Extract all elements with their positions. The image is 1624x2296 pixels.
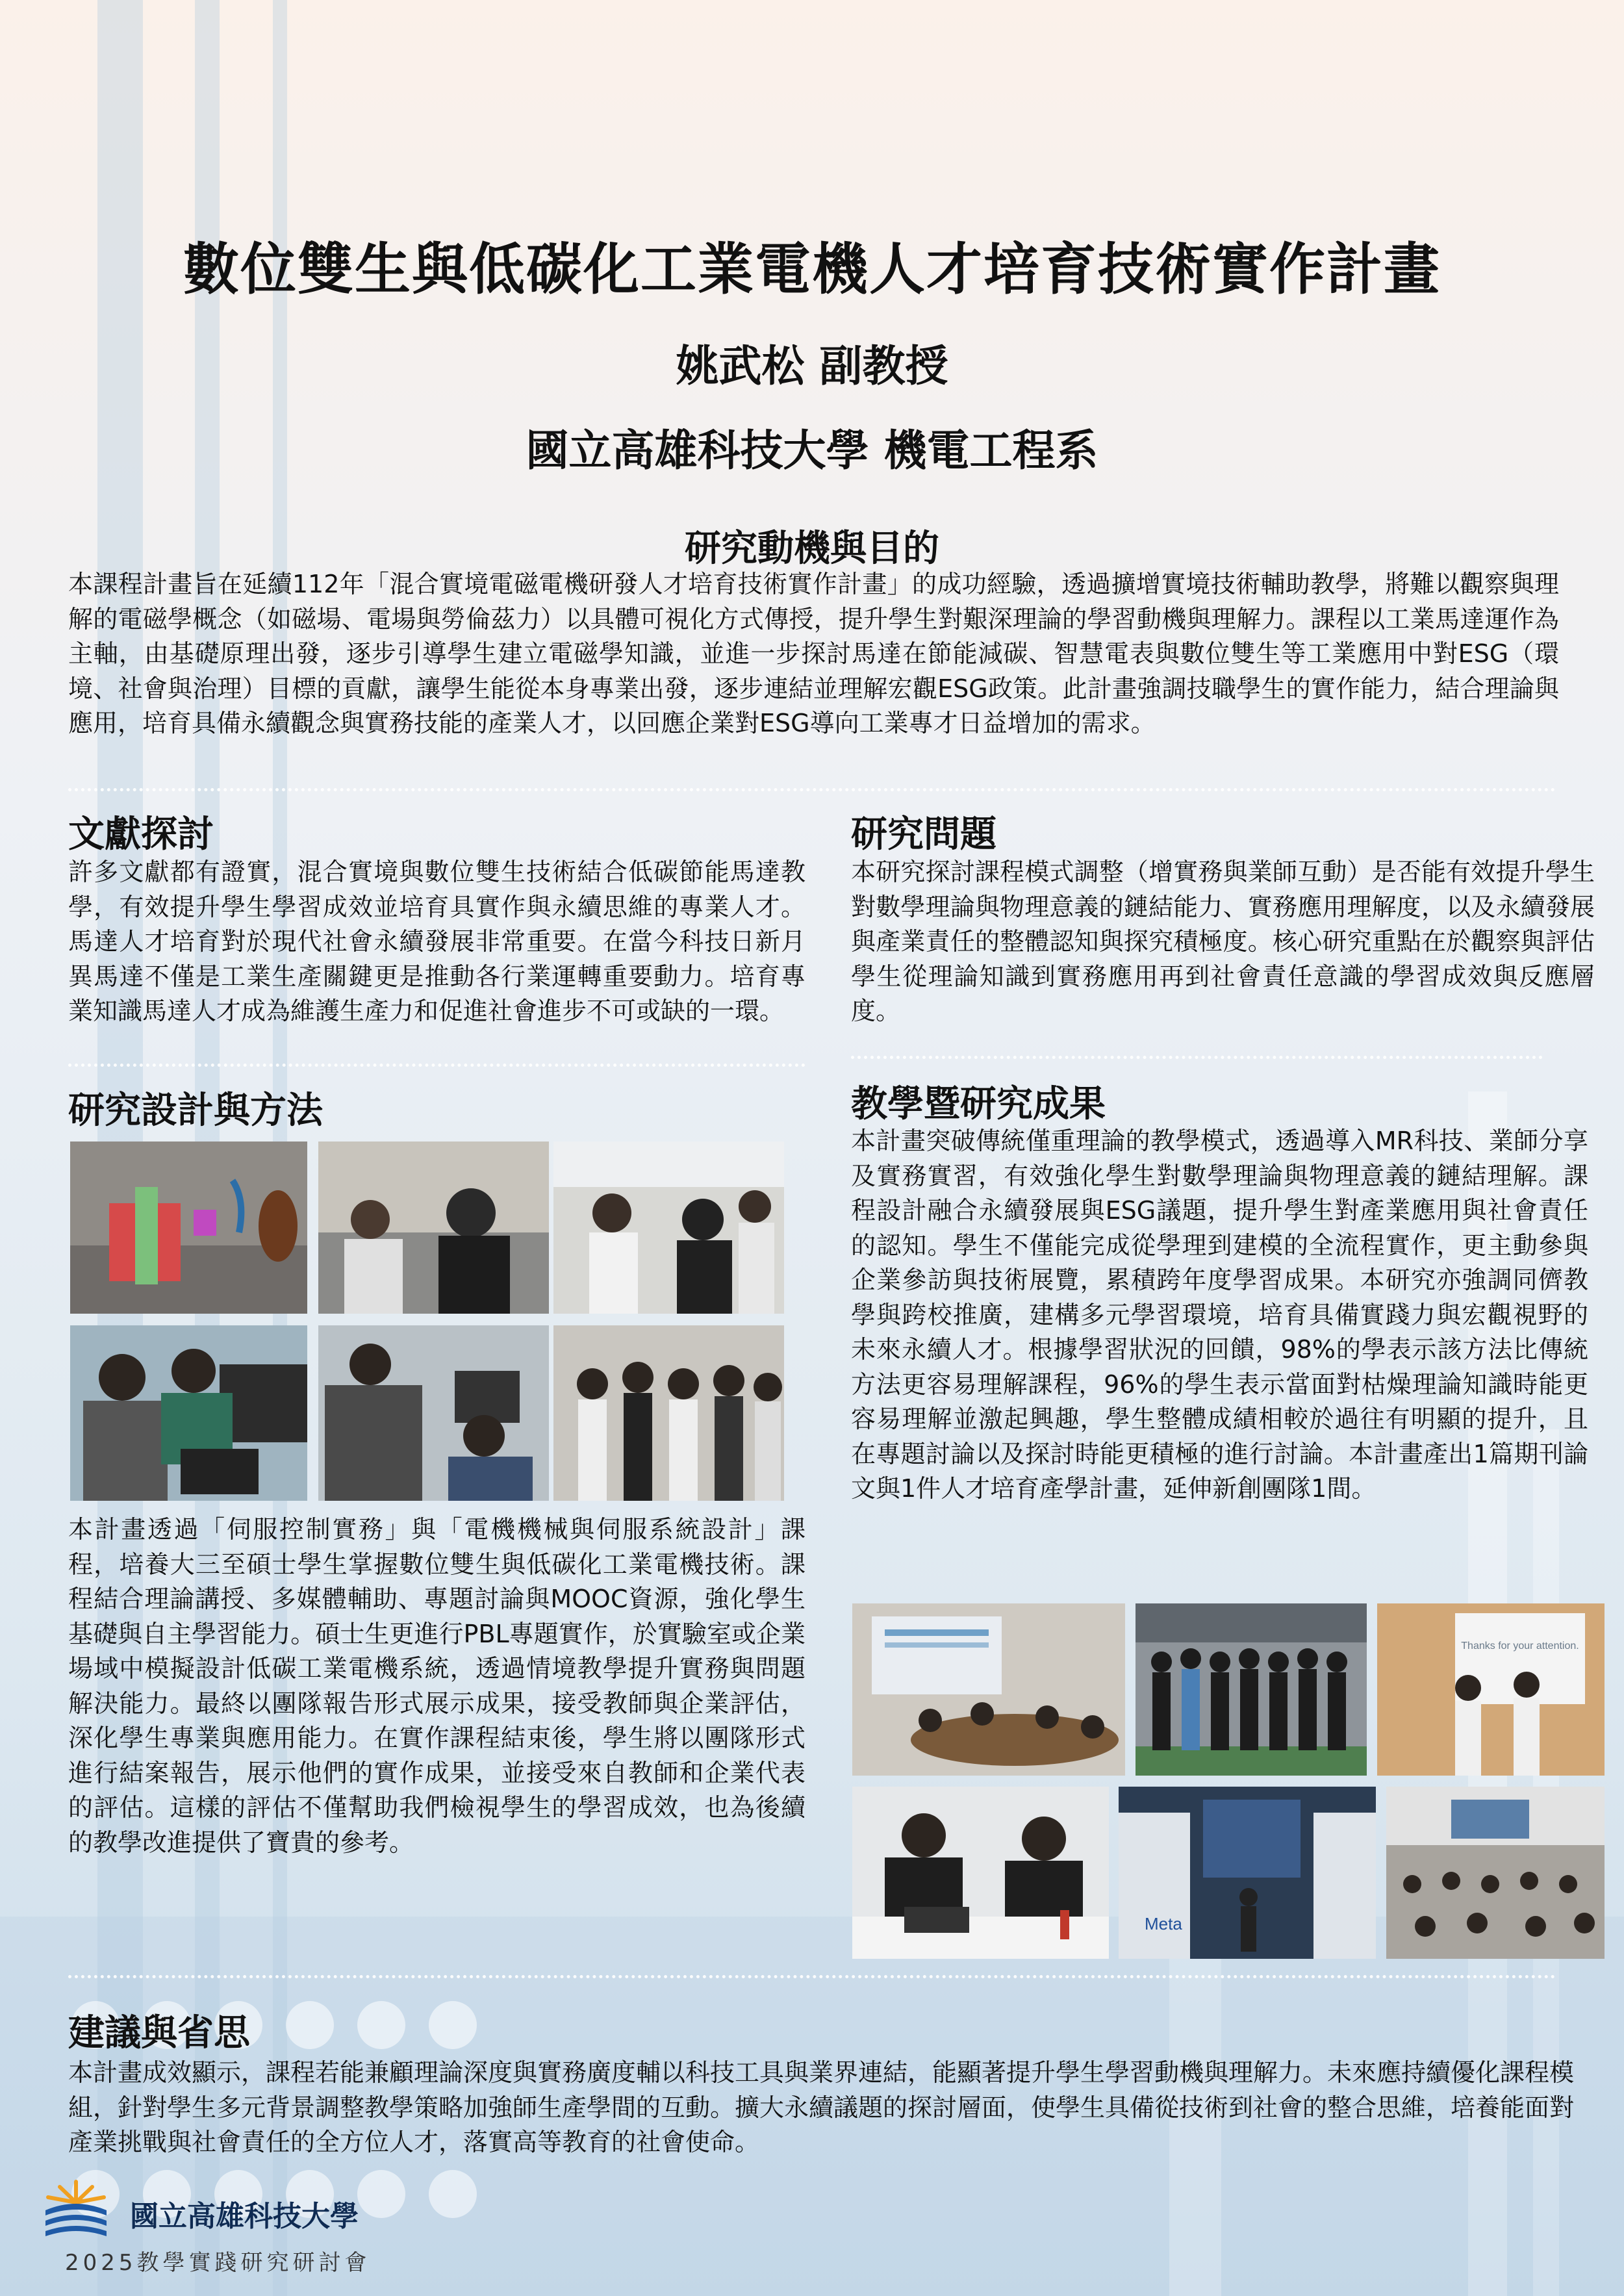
section-body-advice: 本計畫成效顯示，課程若能兼顧理論深度與實務廣度輔以科技工具與業界連結，能顯著提升學生學習動機與理解力。未來應持續優化課程模組，針對學生多元背景調整教學策略加強師生產學間的互動。擴大永續議題的探討層面，使學生具備從技術到社會的整合思維，培養能面對產業挑戰與社會責任的全方位人才，落實高等教育的社會使命。 xyxy=(68,2058,1575,2156)
group-lab-visit-photo xyxy=(553,1325,784,1501)
section-title-question: 研究問題 xyxy=(851,813,996,856)
page-title: 數位雙生與低碳化工業電機人才培育技術實作計畫 xyxy=(183,237,1441,302)
footer-conference-name: 2025教學實踐研究研討會 xyxy=(65,2250,371,2276)
university-logo-icon xyxy=(40,2178,112,2240)
group-photo-factory xyxy=(1136,1603,1367,1776)
slide-text: Thanks for your attention. xyxy=(1461,1640,1579,1652)
decor-dot xyxy=(357,2001,405,2049)
section-divider xyxy=(68,1975,1556,1978)
decor-dot xyxy=(357,2170,405,2218)
meta-stage-photo xyxy=(1119,1787,1376,1959)
author-name: 姚武松 副教授 xyxy=(676,341,948,391)
section-title-literature: 文獻探討 xyxy=(68,813,214,856)
seminar-room-photo xyxy=(852,1603,1125,1776)
award-presentation-photo xyxy=(1377,1603,1605,1776)
decor-dot xyxy=(286,2001,334,2049)
section-divider xyxy=(68,1064,806,1067)
footer-university-name: 國立高雄科技大學 xyxy=(130,2200,359,2233)
students-laptop-photo xyxy=(70,1325,307,1501)
decor-dot xyxy=(429,2170,477,2218)
section-title-motivation: 研究動機與目的 xyxy=(685,528,939,570)
section-body-literature: 許多文獻都有證實，混合實境與數位雙生技術結合低碳節能馬達教學，有效提升學生學習成效並培育具實作與永續思維的專業人才。馬達人才培育對於現代社會永續發展非常重要。在當今科技日新月異馬達不僅是工業生產關鍵更是推動各行業運轉重要動力。培育專業知識馬達人才成為維護生產力和促進社會進步不可或缺的一環。 xyxy=(68,858,806,1025)
section-title-design: 研究設計與方法 xyxy=(68,1090,323,1132)
decor-dot xyxy=(429,2001,477,2049)
section-body-design: 本計畫透過「伺服控制實務」與「電機機械與伺服系統設計」課程，培養大三至碩士學生掌握數位雙生與低碳化工業電機技術。課程結合理論講授、多媒體輔助、專題討論與MOOC資源，強化學生基礎與自主學習能力。碩士生更進行PBL專題實作，於實驗室或企業場域中模擬設計低碳工業電機系統，透過情境教學提升實務與問題解決能力。最終以團隊報告形式展示成果，接受教師與企業評估，深化學生專業與應用能力。在實作課程結束後，學生將以團隊形式進行結案報告，展示他們的實作成果，並接受來自教師和企業代表的評估。這樣的評估不僅幫助我們檢視學生的學習成效，也為後續的教學改進提供了寶貴的參考。 xyxy=(68,1515,806,1857)
meta-logo-text: Meta xyxy=(1145,1914,1182,1933)
section-divider xyxy=(68,788,1556,791)
section-body-results: 本計畫突破傳統僅重理論的教學模式，透過導入MR科技、業師分享及實務實習，有效強化學生對數學理論與物理意義的鏈結理解。課程設計融合永續發展與ESG議題，提升學生對產業應用與社會責任的認知。學生不僅能完成從學理到建模的全流程實作，更主動參與企業參訪與技術展覽，累積跨年度學習成果。本研究亦強調同儕教學與跨校推廣，建構多元學習環境，培育具備實踐力與宏觀視野的未來永續人才。根據學習狀況的回饋，98%的學表示該方法比傳統方法更容易理解課程，96%的學生表示當面對枯燥理論知識時能更容易理解並激起興趣，學生整體成績相較於過往有明顯的提升，且在專題討論以及探討時能更積極的進行討論。本計畫產出1篇期刊論文與1件人才培育產學計畫，延伸新創團隊1間。 xyxy=(851,1127,1588,1503)
section-body-motivation: 本課程計畫旨在延續112年「混合實境電磁電機研發人才培育技術實作計畫」的成功經驗，透過擴增實境技術輔助教學，將難以觀察與理解的電磁學概念（如磁場、電場與勞倫茲力）以具體可視化方式傳授，提升學生對艱深理論的學習動機與理解力。課程以工業馬達運作為主軸，由基礎原理出發，逐步引導學生建立電磁學知識，並進一步探討馬達在節能減碳、智慧電表與數位雙生等工業應用中對ESG（環境、社會與治理）目標的貢獻，讓學生能從本身專業出發，逐步連結並理解宏觀ESG政策。此計畫強調技職學生的實作能力，結合理論與應用，培育具備永續觀念與實務技能的產業人才，以回應企業對ESG導向工業專才日益增加的需求。 xyxy=(68,570,1559,737)
students-workshop-photo xyxy=(852,1787,1109,1959)
students-vr-headset-photo xyxy=(318,1142,549,1314)
affiliation: 國立高雄科技大學 機電工程系 xyxy=(526,426,1098,476)
section-body-question: 本研究探討課程模式調整（增實務與業師互動）是否能有效提升學生對數學理論與物理意義的鏈結能力、實務應用理解度，以及永續發展與產業責任的整體認知與探究積極度。核心研究重點在於觀察與評估學生從理論知識到實務應用再到社會責任意識的學習成效與反應層度。 xyxy=(851,858,1595,1025)
exhibition-mr-headset-photo xyxy=(553,1142,784,1314)
mr-motor-model-photo xyxy=(70,1142,307,1314)
section-divider xyxy=(851,1056,1543,1059)
section-title-advice: 建議與省思 xyxy=(68,2012,250,2054)
section-title-results: 教學暨研究成果 xyxy=(851,1083,1106,1125)
classroom-lecture-photo xyxy=(1386,1787,1605,1959)
students-computer-lab-photo xyxy=(318,1325,549,1501)
